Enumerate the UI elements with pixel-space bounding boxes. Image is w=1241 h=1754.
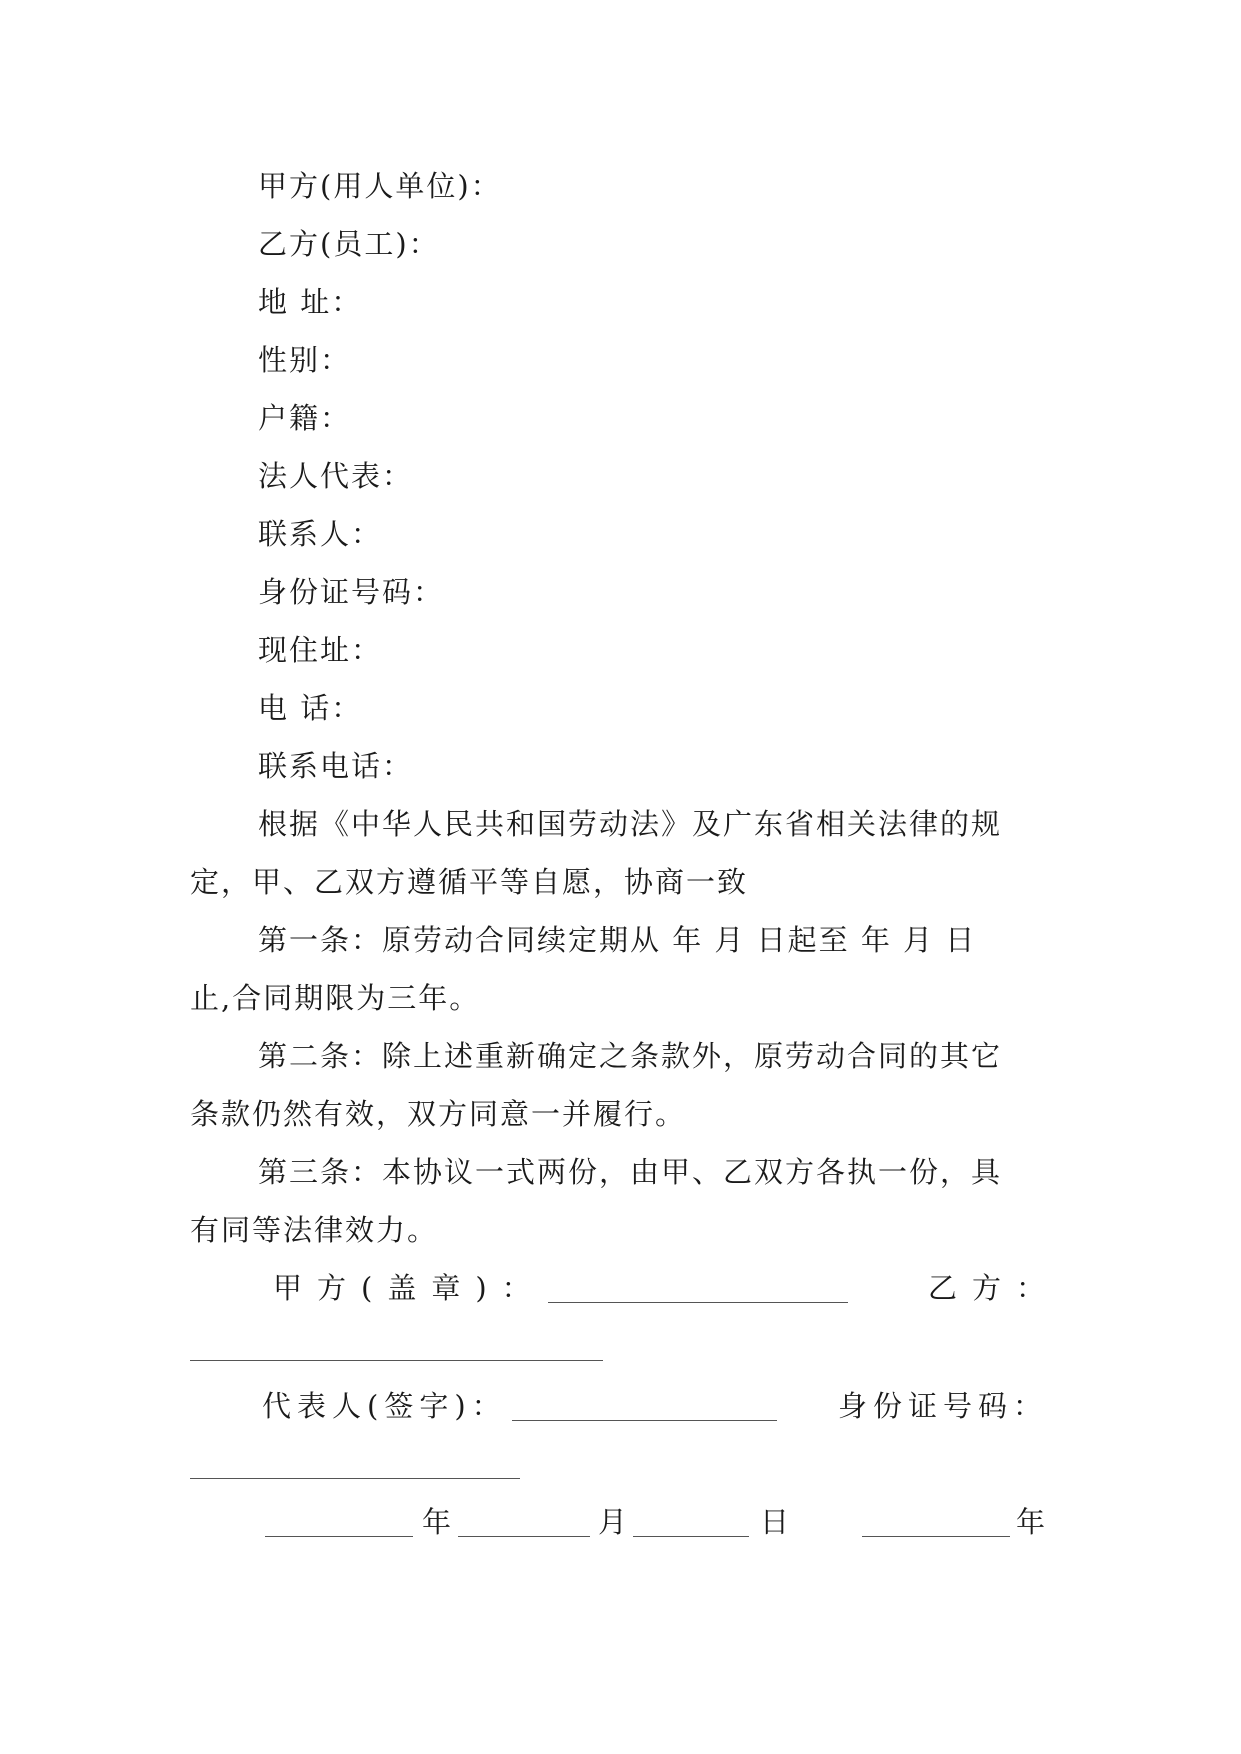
day-blank[interactable] [633, 1536, 749, 1537]
article-2-line-2: 条款仍然有效，双方同意一并履行。 [190, 1097, 687, 1131]
intro-paragraph-line-2: 定，甲、乙双方遵循平等自愿，协商一致 [190, 865, 749, 899]
year-label: 年 [422, 1505, 454, 1539]
article-1-line-1: 第一条：原劳动合同续定期从 年 月 日起至 年 月 日 [258, 923, 977, 957]
party-b-blank[interactable] [190, 1360, 603, 1361]
intro-paragraph-line-1: 根据《中华人民共和国劳动法》及广东省相关法律的规 [258, 807, 1003, 841]
month-label: 月 [598, 1505, 630, 1539]
day-label: 日 [760, 1505, 792, 1539]
party-a-seal-label: 甲方(盖章)： [273, 1271, 546, 1305]
field-household-registration: 户籍： [258, 401, 352, 435]
representative-signature-label: 代表人(签字)： [262, 1389, 507, 1423]
article-3-line-2: 有同等法律效力。 [190, 1213, 439, 1247]
year2-label: 年 [1016, 1505, 1048, 1539]
id-number-blank[interactable] [190, 1478, 520, 1479]
field-legal-representative: 法人代表： [258, 459, 414, 493]
party-b-label: 乙方： [928, 1271, 1061, 1305]
id-number-label: 身份证号码： [838, 1389, 1049, 1423]
field-id-number: 身份证号码： [258, 575, 445, 609]
field-party-a: 甲方(用人单位)： [258, 169, 502, 203]
field-current-address: 现住址： [258, 633, 383, 667]
party-a-seal-blank[interactable] [548, 1302, 848, 1303]
field-address: 地 址： [258, 285, 363, 319]
article-3-line-1: 第三条：本协议一式两份，由甲、乙双方各执一份，具 [258, 1155, 1003, 1189]
representative-signature-blank[interactable] [512, 1420, 777, 1421]
field-phone: 电 话： [258, 691, 363, 725]
year2-blank[interactable] [862, 1536, 1010, 1537]
article-2-line-1: 第二条：除上述重新确定之条款外，原劳动合同的其它 [258, 1039, 1003, 1073]
article-1-line-2: 止,合同期限为三年。 [190, 981, 481, 1015]
field-party-b: 乙方(员工)： [258, 227, 440, 261]
field-contact-phone: 联系电话： [258, 749, 414, 783]
month-blank[interactable] [458, 1536, 590, 1537]
field-contact-person: 联系人： [258, 517, 383, 551]
year-blank[interactable] [265, 1536, 413, 1537]
field-gender: 性别： [258, 343, 352, 377]
